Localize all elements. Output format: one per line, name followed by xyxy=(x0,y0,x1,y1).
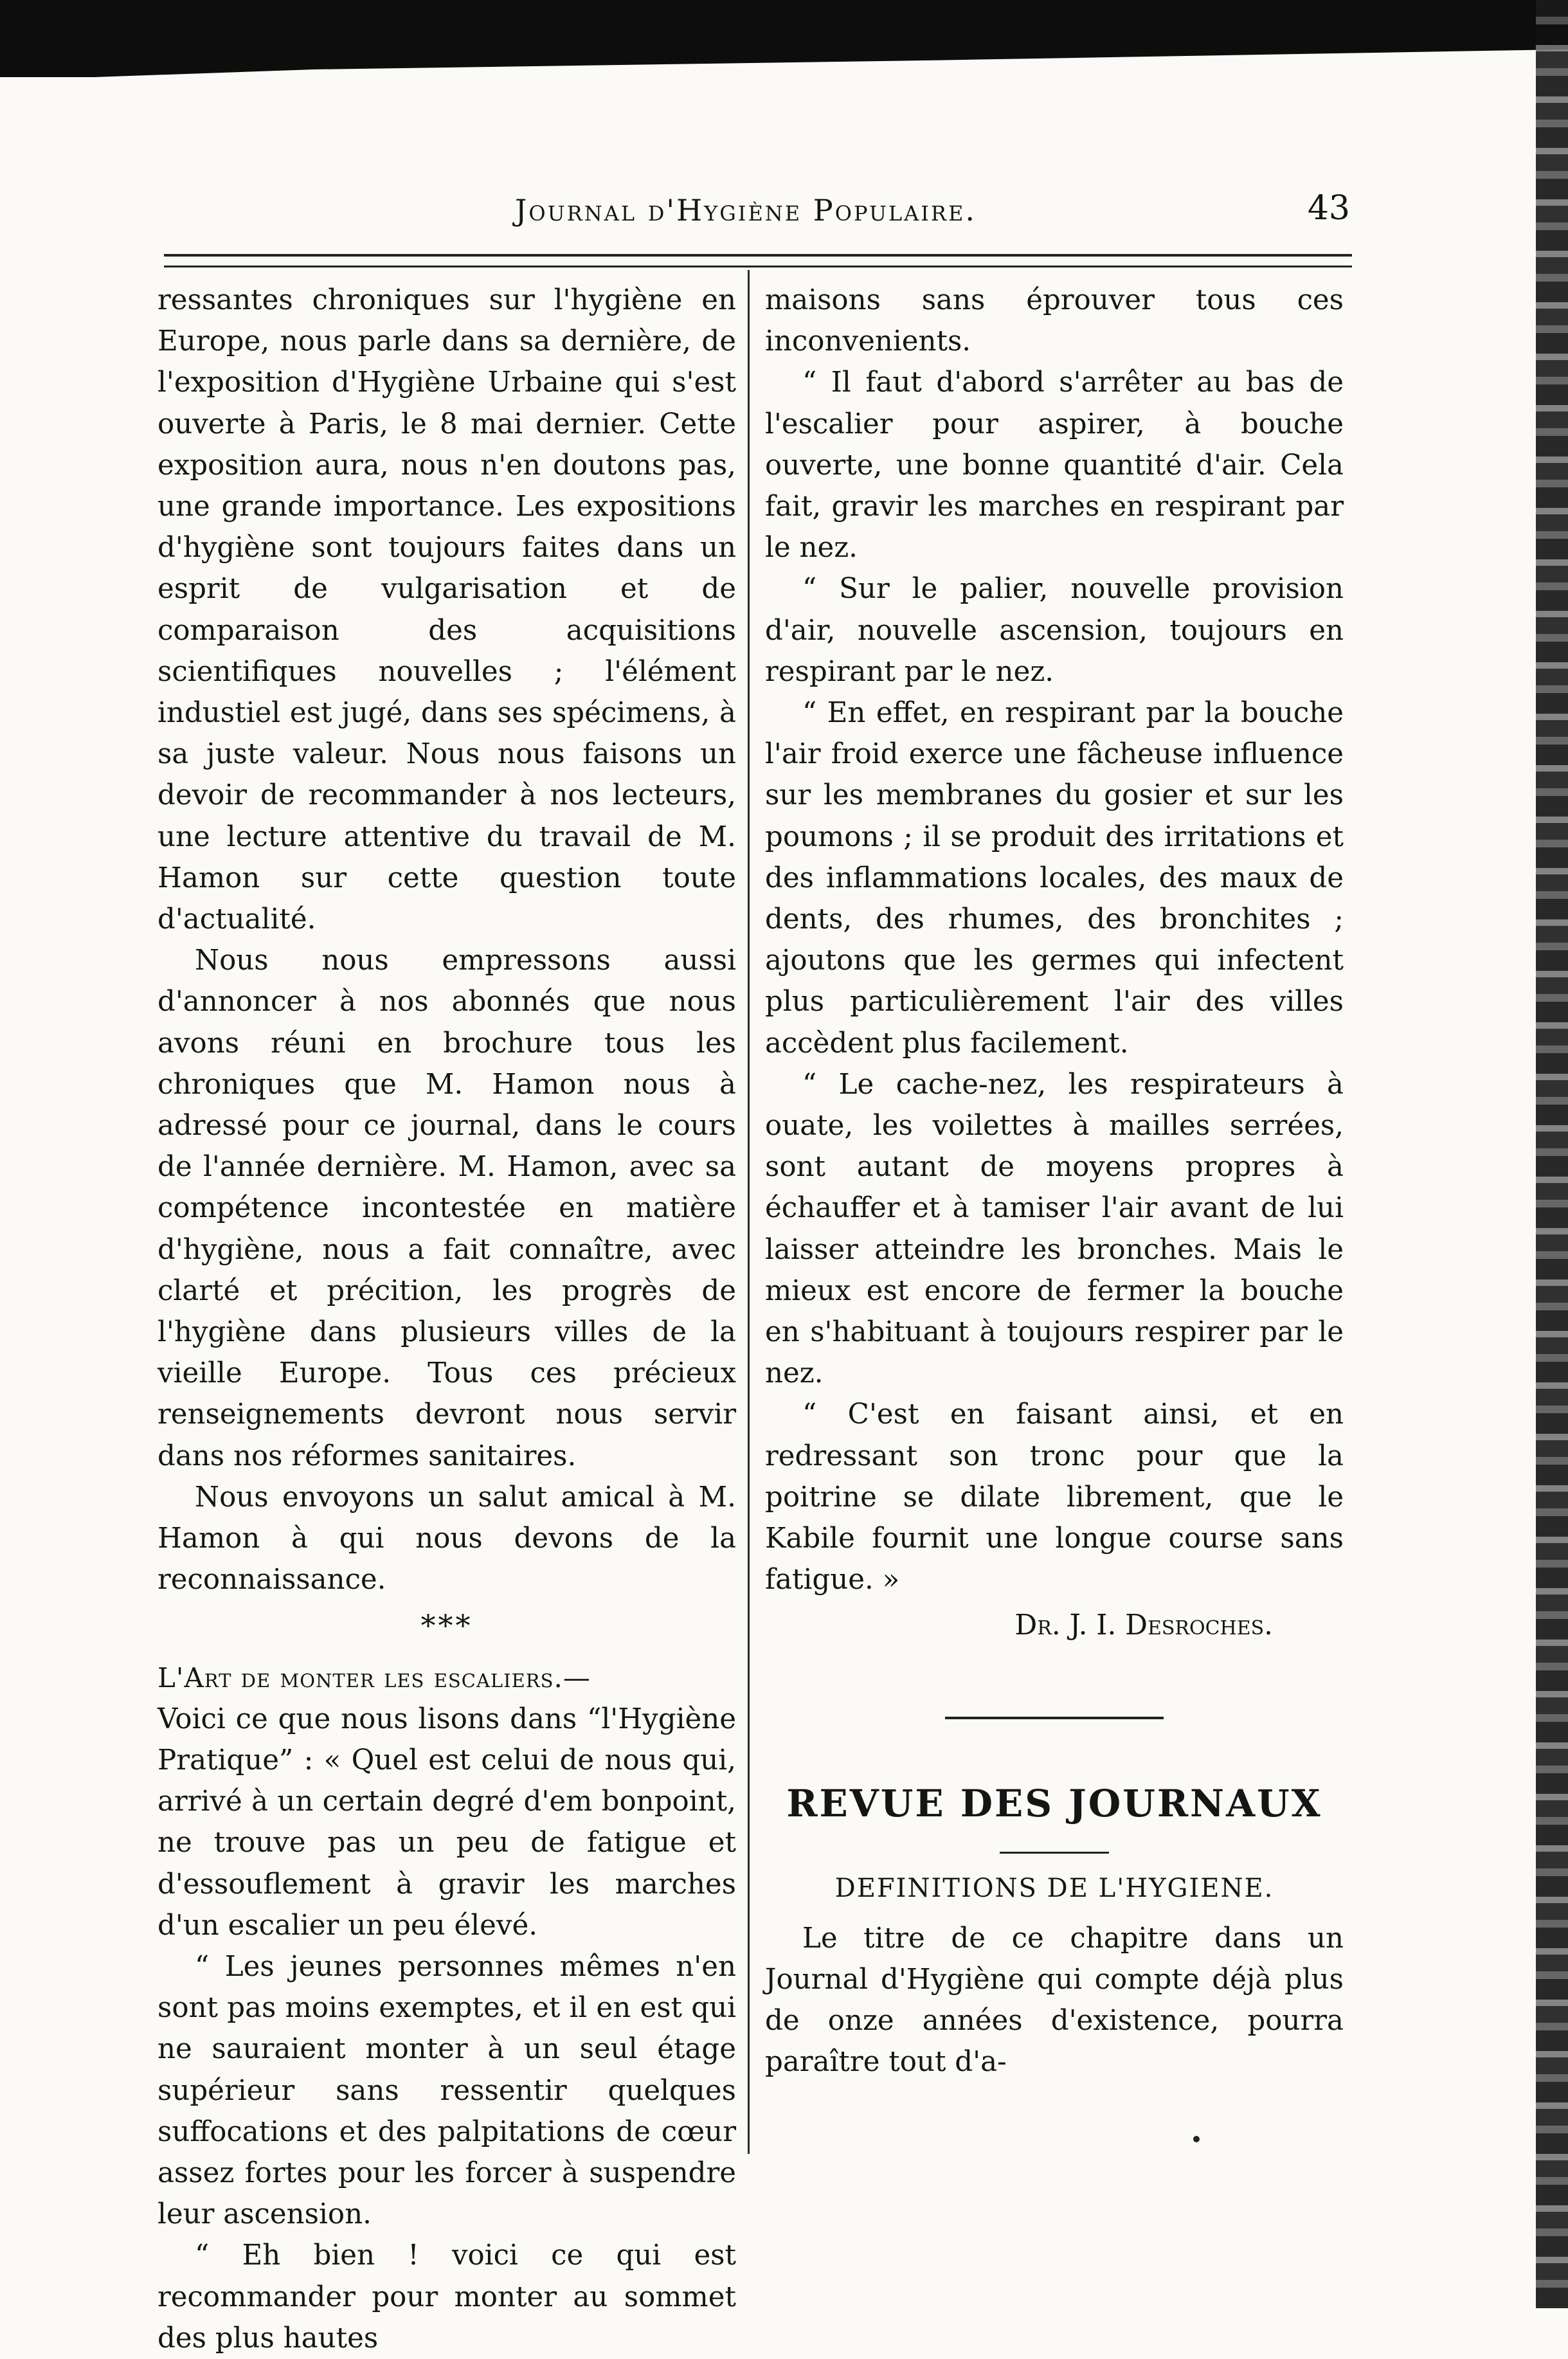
paragraph: “ C'est en faisant ainsi, et en redressant son tronc pour que la poitrine se dilate librement, que le Kabile fournit une longue course sans fatigue. » xyxy=(765,1398,1344,1596)
paragraph: “ Sur le palier, nouvelle provision d'air, nouvelle ascension, toujours en respirant par le nez. xyxy=(765,573,1344,688)
section-heading: REVUE DES JOURNAUX xyxy=(786,1781,1322,1825)
paragraph: “ Il faut d'abord s'arrêter au bas de l'escalier pour aspirer, à bouche ouverte, une bonne quantité d'air. Cela fait, gravir les marches en respirant par le nez. xyxy=(765,366,1344,565)
scan-right-edge xyxy=(1536,0,1568,2308)
paragraph: Nous envoyons un salut amical à M. Hamon à qui nous devons de la reconnaissance. xyxy=(158,1481,736,1596)
ink-dot xyxy=(1193,2136,1200,2142)
paragraph: “ Les jeunes personnes mêmes n'en sont pas moins exemptes, et il en est qui ne sauraient monter à un seul étage supérieur sans ressentir quelques suffocations et des palpitations de cœur assez fortes pour les forcer à suspendre leur ascension. xyxy=(158,1950,736,2231)
paragraph: Le titre de ce chapitre dans un Journal d'Hygiène qui compte déjà plus de onze années d'existence, pourra paraître tout d'a- xyxy=(765,1922,1344,2079)
asterism: *** xyxy=(420,1607,473,1643)
section-title: L'Art de monter les escaliers.— xyxy=(158,1661,591,1694)
paragraph: “ Le cache-nez, les respirateurs à ouate, les voilettes à mailles serrées, sont autant de moyens propres à échauffer et à tamiser l'air avant de lui laisser atteindre les bronches. Mais le mieux est encore de fermer la bouche en s'habituant à toujours respirer par le nez. xyxy=(765,1068,1344,1390)
page-header xyxy=(141,189,1350,244)
paragraph: ressantes chroniques sur l'hygiène en Europe, nous parle dans sa dernière, de l'exposition d'Hygiène Urbaine qui s'est ouverte à Paris, le 8 mai dernier. Cette exposition aura, nous n'en doutons pas, une grande importance. Les expositions d'hygiène sont toujours faites dans un esprit de vulgarisation et de comparaison des acquisitions scientifiques nouvelles ; l'élément industiel est jugé, dans ses spécimens, à sa juste valeur. Nous nous faisons un devoir de recommander à nos lecteurs, une lecture attentive du travail de M. Hamon sur cette question toute d'actualité. xyxy=(158,284,736,936)
column-divider xyxy=(748,270,750,2154)
paragraph: Nous nous empressons aussi d'annoncer à nos abonnés que nous avons réuni en brochure tous les chroniques que M. Hamon nous à adressé pour ce journal, dans le cours de l'année dernière. M. Hamon, avec sa compétence incontestée en matière d'hygiène, nous a fait connaître, avec clarté et précition, les progrès de l'hygiène dans plusieurs villes de la vieille Europe. Tous ces précieux renseignements devront nous servir dans nos réformes sanitaires. xyxy=(158,945,736,1472)
paragraph: maisons sans éprouver tous ces inconvenients. xyxy=(765,284,1344,358)
paragraph: “ En effet, en respirant par la bouche l'air froid exerce une fâcheuse influence sur les membranes du gosier et sur les poumons ; il se produit des irritations et des inflammations locales, des maux de dents, des rhumes, des bronchites ; ajoutons que les germes qui infectent plus particulièrement l'air des villes accèdent plus facilement. xyxy=(765,697,1344,1060)
subheading: DEFINITIONS DE L'HYGIENE. xyxy=(834,1873,1274,1903)
paragraph: Voici ce que nous lisons dans “l'Hygiène Pratique” : « Quel est celui de nous qui, arrivé à un certain degré d'em bonpoint, ne trouve pas un peu de fatigue et d'essouflement à gravir les marches d'un escalier un peu élevé. xyxy=(158,1703,736,1942)
left-column xyxy=(158,280,736,2359)
scan-top-edge xyxy=(0,0,1568,77)
page-number: 43 xyxy=(1307,189,1350,228)
right-column xyxy=(765,280,1344,2083)
running-title: Journal d'Hygiène Populaire. xyxy=(514,193,977,228)
paragraph: “ Eh bien ! voici ce qui est recommander pour monter au sommet des plus hautes xyxy=(158,2239,736,2354)
header-double-rule xyxy=(164,254,1352,267)
signature: Dr. J. I. Desroches. xyxy=(1014,1609,1273,1641)
heading-rule xyxy=(1000,1852,1109,1854)
section-rule xyxy=(945,1717,1164,1719)
